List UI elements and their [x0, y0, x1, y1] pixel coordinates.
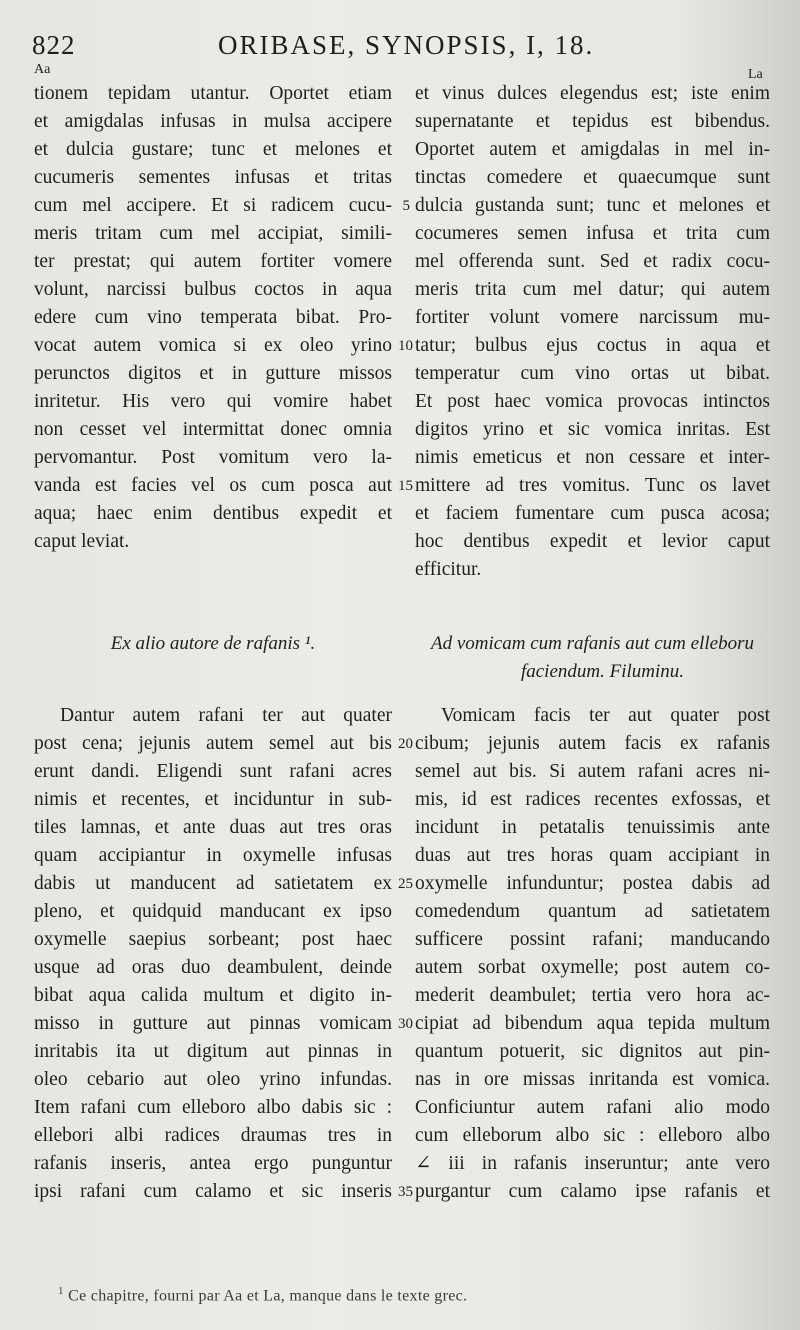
text-line: et dulcia gustare; tunc et melones et: [34, 139, 392, 160]
text-line: incidunt in petatalis tenuissimis ante: [415, 817, 770, 838]
text-line: nas in ore missas inritanda est vomica.: [415, 1069, 770, 1090]
text-line: efficitur.: [415, 559, 482, 580]
text-line: cucumeris sementes infusas et tritas: [34, 167, 392, 188]
text-line: hoc dentibus expedit et levior caput: [415, 531, 770, 552]
text-line: Vomicam facis ter aut quater post: [441, 705, 770, 726]
text-line: cocumeres semen infusa et trita cum: [415, 223, 770, 244]
text-line: duas aut tres horas quam accipiant in: [415, 845, 770, 866]
text-line: post cena; jejunis autem semel aut bis: [34, 733, 392, 754]
text-line: cipiat ad bibendum aqua tepida multum: [415, 1013, 770, 1034]
text-line: non cesset vel intermittat donec omnia: [34, 419, 392, 440]
text-line: tionem tepidam utantur. Oportet etiam: [34, 83, 392, 104]
text-line: aqua; haec enim dentibus expedit et: [34, 503, 392, 524]
text-line: tinctas comedere et quaecumque sunt: [415, 167, 770, 188]
text-line: et faciem fumentare cum pusca acosa;: [415, 503, 770, 524]
text-line: digitos yrino et sic vomica inritas. Est: [415, 419, 770, 440]
text-line: comedendum quantum ad satietatem: [415, 901, 770, 922]
text-line: tiles lamnas, et ante duas aut tres oras: [34, 817, 392, 838]
text-line: cum mel accipere. Et si radicem cucu-: [34, 195, 392, 216]
text-line: autem sorbat oxymelle; post autem co-: [415, 957, 770, 978]
line-number: 25: [398, 876, 413, 892]
text-line: quam accipiantur in oxymelle infusas: [34, 845, 392, 866]
text-line: caput leviat.: [34, 531, 130, 552]
footnote-text: Ce chapitre, fourni par Aa et La, manque dans le texte grec.: [68, 1287, 468, 1305]
text-line: ∠ iii in rafanis inseruntur; ante vero: [415, 1153, 770, 1174]
text-line: ellebori albi radices draumas tres in: [34, 1125, 392, 1146]
siglum-left: Aa: [34, 62, 51, 77]
line-number: 5: [402, 198, 410, 214]
text-line: dulcia gustanda sunt; tunc et melones et: [415, 195, 770, 216]
text-line: inritabis ita ut digitum aut pinnas in: [34, 1041, 392, 1062]
running-title: ORIBASE, SYNOPSIS, I, 18.: [218, 30, 595, 60]
line-number: 10: [398, 338, 413, 354]
text-line: purgantur cum calamo ipse rafanis et: [415, 1181, 770, 1202]
text-line: misso in gutture aut pinnas vomicam: [34, 1013, 392, 1034]
text-line: et vinus dulces elegendus est; iste enim: [415, 83, 770, 104]
siglum-right: La: [748, 67, 763, 82]
text-line: supernatante et tepidus est bibendus.: [415, 111, 770, 132]
text-line: rafanis inseris, antea ergo punguntur: [34, 1153, 392, 1174]
page-number: 822: [32, 30, 76, 60]
text-line: mel offerenda sunt. Sed et radix cocu-: [415, 251, 770, 272]
text-line: mederit deambulet; tertia vero hora ac-: [415, 985, 770, 1006]
text-line: meris trita cum mel datur; qui autem: [415, 279, 770, 300]
text-line: sufficere possint rafani; manducando: [415, 929, 770, 950]
line-number: 35: [398, 1184, 413, 1200]
text-line: oxymelle saepius sorbeant; post haec: [34, 929, 392, 950]
text-line: semel aut bis. Si autem rafani acres ni-: [415, 761, 770, 782]
text-line: volunt, narcissi bulbus coctos in aqua: [34, 279, 392, 300]
text-line: edere cum vino temperata bibat. Pro-: [34, 307, 392, 328]
text-line: cum elleborum albo sic : elleboro albo: [415, 1125, 770, 1146]
text-line: dabis ut manducent ad satietatem ex: [34, 873, 392, 894]
text-line: nimis emeticus et non cessare et inter-: [415, 447, 770, 468]
text-line: Item rafani cum elleboro albo dabis sic :: [34, 1097, 392, 1118]
text-line: Et post haec vomica provocas intinctos: [415, 391, 770, 412]
text-line: mittere ad tres vomitus. Tunc os lavet: [415, 475, 770, 496]
text-line: Oportet autem et amigdalas in mel in-: [415, 139, 770, 160]
line-number: 20: [398, 736, 413, 752]
footnote: [58, 1285, 467, 1305]
text-line: et amigdalas infusas in mulsa accipere: [34, 111, 392, 132]
section-heading-right-cont: faciendum. Filuminu.: [520, 661, 685, 682]
text-line: temperatur cum vino ortas ut bibat.: [415, 363, 770, 384]
text-line: perunctos digitos et in gutture missos: [34, 363, 392, 384]
text-line: Conficiuntur autem rafani alio modo: [415, 1097, 770, 1118]
text-line: quantum potuerit, sic dignitos aut pin-: [415, 1041, 770, 1062]
text-line: pleno, et quidquid manducant ex ipso: [34, 901, 392, 922]
text-line: fortiter volunt vomere narcissum mu-: [415, 307, 770, 328]
text-line: oxymelle infunduntur; postea dabis ad: [415, 873, 770, 894]
text-line: bibat aqua calida multum et digito in-: [34, 985, 392, 1006]
line-number: 30: [398, 1016, 413, 1032]
text-line: vocat autem vomica si ex oleo yrino: [34, 335, 392, 356]
section-heading-right: Ad vomicam cum rafanis aut cum elleboru: [431, 633, 754, 654]
text-line: pervomantur. Post vomitum vero la-: [34, 447, 392, 468]
text-line: inritetur. His vero qui vomire habet: [34, 391, 392, 412]
text-line: nimis et recentes, et inciduntur in sub-: [34, 789, 392, 810]
section-heading-left: Ex alio autore de rafanis ¹.: [110, 633, 316, 654]
text-line: mis, id est radices recentes exfossas, et: [415, 789, 770, 810]
text-line: cibum; jejunis autem facis ex rafanis: [415, 733, 770, 754]
text-line: erunt dandi. Eligendi sunt rafani acres: [34, 761, 392, 782]
footnote-marker: 1: [58, 1285, 64, 1297]
line-number: 15: [398, 478, 413, 494]
text-line: meris tritam cum mel accipiat, simili-: [34, 223, 392, 244]
text-line: ter prestat; qui autem fortiter vomere: [34, 251, 392, 272]
text-line: tatur; bulbus ejus coctus in aqua et: [415, 335, 770, 356]
text-line: vanda est facies vel os cum posca aut: [34, 475, 392, 496]
text-line: Dantur autem rafani ter aut quater: [60, 705, 392, 726]
text-line: ipsi rafani cum calamo et sic inseris: [34, 1181, 392, 1202]
running-head: [0, 30, 800, 64]
text-line: oleo cebario aut oleo yrino infundas.: [34, 1069, 392, 1090]
text-line: usque ad oras duo deambulent, deinde: [34, 957, 392, 978]
